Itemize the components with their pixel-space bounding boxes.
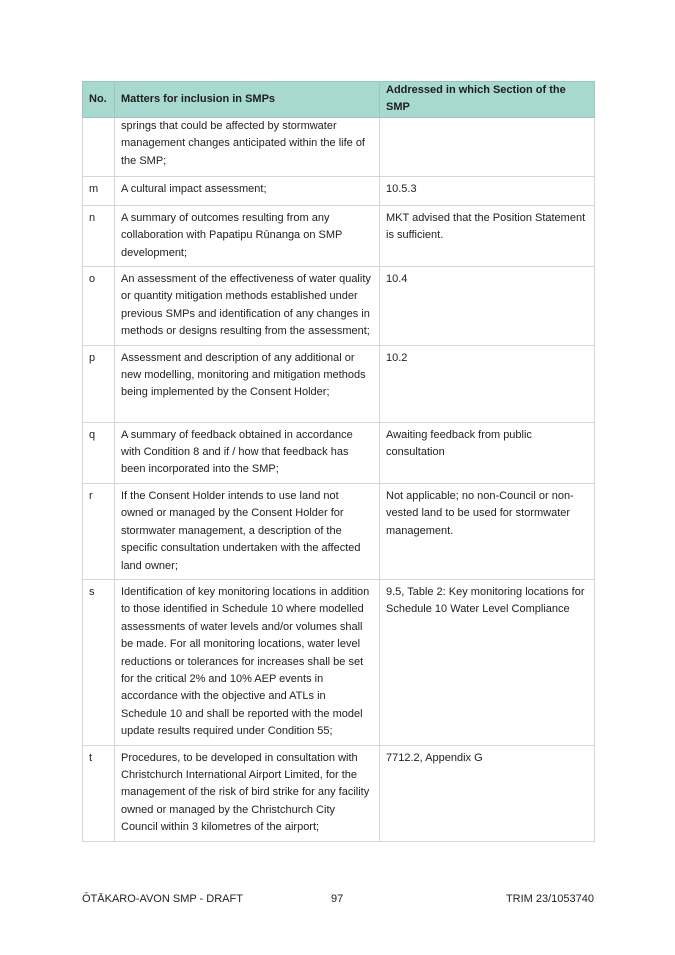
row-matter — [115, 176, 380, 205]
row-matter — [115, 117, 380, 176]
row-section-text: Not applicable; no non-Council or non-vested land to be used for stormwater management. — [386, 489, 574, 537]
row-no — [83, 267, 115, 346]
row-matter — [115, 579, 380, 745]
table-row — [83, 345, 595, 422]
table-row — [83, 483, 595, 579]
row-matter — [115, 267, 380, 346]
table-header-row — [83, 82, 595, 118]
row-section — [380, 117, 595, 176]
row-no-text: s — [89, 585, 95, 598]
row-section — [380, 205, 595, 266]
smp-requirements-table — [82, 81, 595, 842]
row-no: m — [83, 176, 115, 205]
footer-document-title: ŌTĀKARO-AVON SMP - DRAFT — [82, 893, 243, 905]
row-no — [83, 745, 115, 841]
row-section-text: Awaiting feedback from public consultation — [386, 428, 532, 459]
row-matter — [115, 345, 380, 422]
footer-trim-reference: TRIM 23/1053740 — [505, 893, 594, 905]
row-matter-text: If the Consent Holder intends to use land not owned or managed by the Consent Holder for stormwater management, a description of the specific consultation undertaken with the affected land owner; — [121, 489, 361, 572]
row-no-text: q — [89, 428, 96, 441]
row-no — [83, 579, 115, 745]
row-section — [380, 422, 595, 483]
row-no-text: o — [89, 273, 96, 286]
row-matter — [115, 422, 380, 483]
row-section — [380, 176, 595, 205]
row-no — [83, 117, 115, 176]
row-section — [380, 579, 595, 745]
row-no-text: r — [89, 489, 93, 502]
row-matter-text: A cultural impact assessment; — [121, 182, 267, 195]
table-row — [83, 176, 595, 205]
row-section-text: 10.2 — [386, 351, 408, 364]
footer-page-number: 97 — [331, 893, 344, 905]
row-section-text: 10.5.3 — [386, 182, 417, 195]
row-matter-text: springs that could be affected by stormwater management changes anticipated within the life of the SMP; — [121, 119, 365, 167]
row-matter-text: Procedures, to be developed in consultation with Christchurch International Airport Limited, for the management of the risk of bird strike for any facility owned or managed by the Christchurch City Council within 3 kilometres of the airport; — [121, 751, 370, 834]
row-no — [83, 345, 115, 422]
table-row — [83, 422, 595, 483]
row-section-text: MKT advised that the Position Statement is sufficient. — [386, 211, 586, 242]
row-section — [380, 745, 595, 841]
row-matter-text: A summary of feedback obtained in accordance with Condition 8 and if / how that feedback has been incorporated into the SMP; — [121, 428, 353, 476]
header-section: Addressed in which Section of the SMP — [380, 82, 595, 118]
header-no: No. — [83, 82, 115, 118]
row-no-text: p — [89, 351, 96, 364]
row-matter — [115, 745, 380, 841]
table-row — [83, 267, 595, 346]
row-matter-text: An assessment of the effectiveness of water quality or quantity mitigation methods established under previous SMPs and identification of any changes in methods or designs resulting from the assessment; — [121, 273, 371, 338]
row-section — [380, 267, 595, 346]
table-row — [83, 579, 595, 745]
header-matters: Matters for inclusion in SMPs — [115, 82, 380, 118]
row-section — [380, 345, 595, 422]
row-no — [83, 205, 115, 266]
row-matter-text: Identification of key monitoring locations in addition to those identified in Schedule 10 where modelled assessments of water levels and/or volumes shall be made. For all monitoring locations, water level reductions or tolerances for increases shall be set for the critical 2% and 10% AEP events in accordance with the objective and ATLs in Schedule 10 and shall be reported with the model update results required under Condition 55; — [121, 585, 370, 738]
row-section-text: 10.4 — [386, 273, 408, 286]
row-no-text: t — [89, 751, 93, 764]
row-matter — [115, 483, 380, 579]
row-no — [83, 483, 115, 579]
row-section-text — [386, 118, 588, 126]
row-section-text: 7712.2, Appendix G — [386, 751, 483, 764]
table-row — [83, 745, 595, 841]
table-row — [83, 117, 595, 176]
row-matter-text: Assessment and description of any additional or new modelling, monitoring and mitigation methods being implemented by the Consent Holder; — [121, 351, 366, 399]
row-section-text: 9.5, Table 2: Key monitoring locations for Schedule 10 Water Level Compliance — [386, 585, 585, 616]
row-matter-text: A summary of outcomes resulting from any collaboration with Papatipu Rūnanga on SMP development; — [121, 211, 343, 259]
row-no — [83, 422, 115, 483]
row-no-text: n — [89, 211, 96, 224]
row-matter — [115, 205, 380, 266]
table-row — [83, 205, 595, 266]
row-section — [380, 483, 595, 579]
